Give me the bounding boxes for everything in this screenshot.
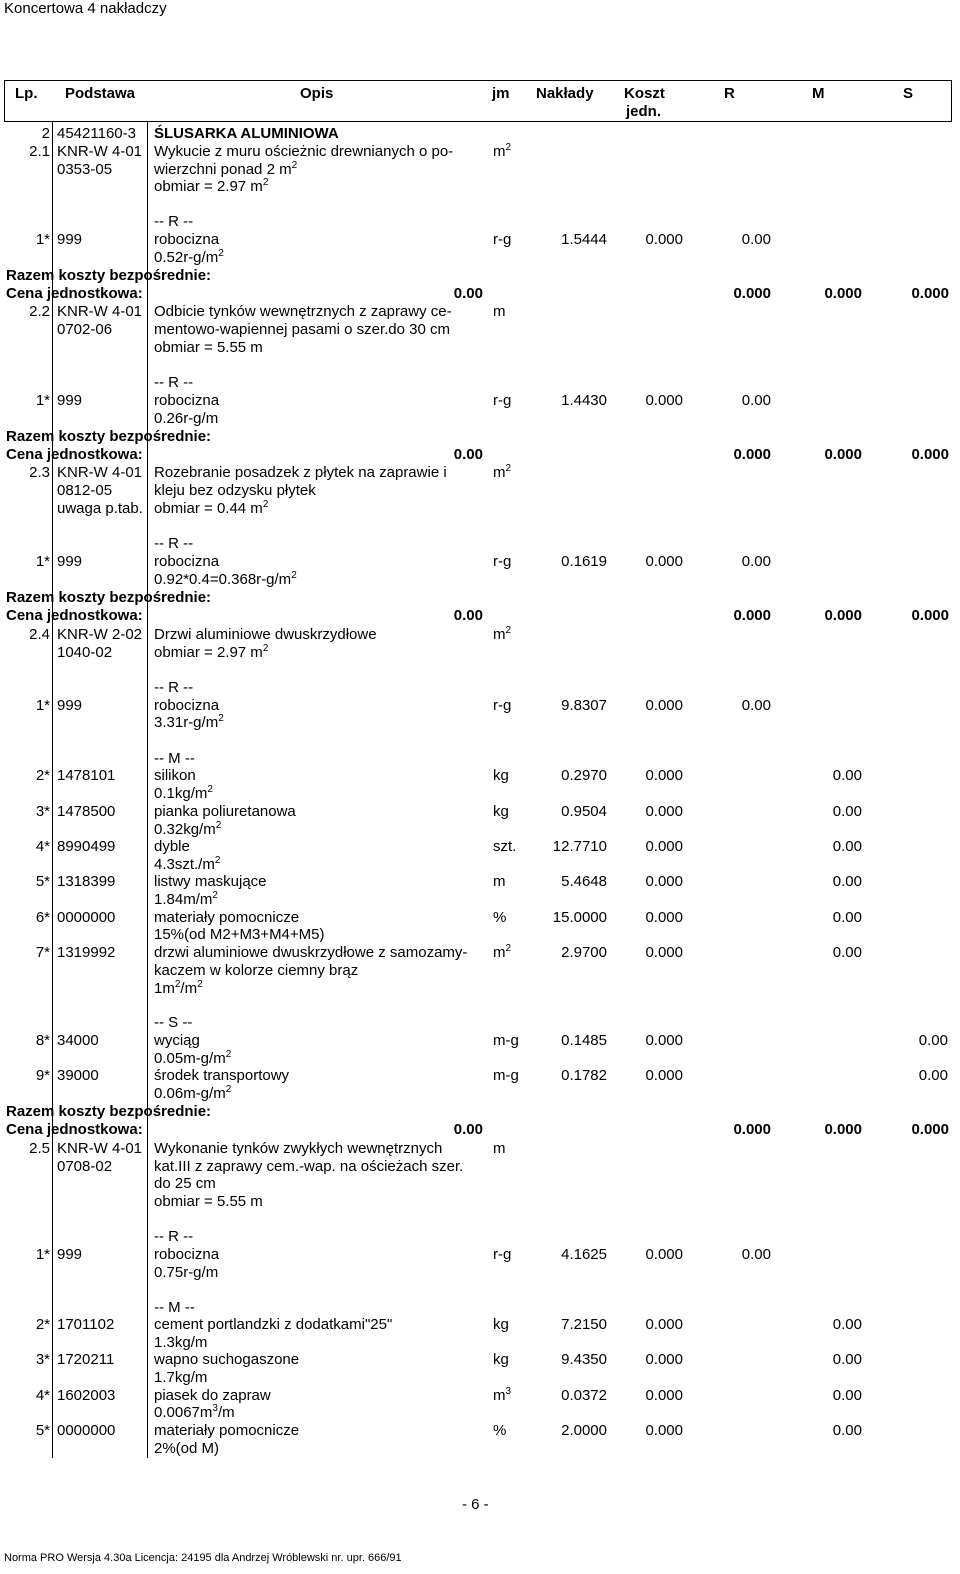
item-opis: kleju bez odzysku płytek bbox=[154, 482, 316, 499]
summary-label: Razem koszty bezpośrednie: bbox=[6, 267, 212, 284]
item-opis: 15%(od M2+M3+M4+M5) bbox=[154, 926, 325, 943]
item-koszt-jedn: 0.000 bbox=[645, 873, 683, 890]
item-opis: 1.7kg/m bbox=[154, 1369, 208, 1386]
item-opis: Drzwi aluminiowe dwuskrzydłowe bbox=[154, 626, 377, 643]
item-koszt-jedn: 0.000 bbox=[645, 1351, 683, 1368]
item-opis: $1m^2/m^2$ bbox=[154, 979, 203, 997]
item-m: 0.00 bbox=[832, 1422, 862, 1439]
summary-label: Cena jednostkowa: bbox=[6, 607, 143, 624]
header-r: R bbox=[724, 85, 735, 102]
item-opis: $0.32kg/m^2$ bbox=[154, 820, 222, 838]
item-jm: $m^2$ bbox=[493, 142, 512, 160]
cena-r: 0.000 bbox=[733, 285, 771, 302]
item-lp: 8* bbox=[35, 1032, 50, 1049]
summary-label: Razem koszty bezpośrednie: bbox=[6, 428, 212, 445]
item-podstawa: 999 bbox=[57, 697, 83, 714]
item-lp: 9* bbox=[35, 1067, 50, 1084]
item-m: 0.00 bbox=[832, 838, 862, 855]
item-koszt-jedn: 0.000 bbox=[645, 1246, 683, 1263]
item-podstawa: KNR-W 2-02 bbox=[57, 626, 143, 643]
header-jedn: jedn. bbox=[626, 103, 662, 120]
item-opis: piasek do zapraw bbox=[154, 1387, 271, 1404]
cena-r: 0.000 bbox=[733, 607, 771, 624]
item-naklady: 2.9700 bbox=[561, 944, 607, 961]
item-r: 0.00 bbox=[741, 697, 771, 714]
header-m: M bbox=[812, 85, 825, 102]
item-podstawa: 8990499 bbox=[57, 838, 116, 855]
header-koszt: Koszt bbox=[624, 85, 665, 102]
item-jm: m bbox=[493, 303, 506, 320]
item-opis: listwy maskujące bbox=[154, 873, 267, 890]
item-lp: 2* bbox=[35, 1316, 50, 1333]
item-lp: 2.2 bbox=[29, 303, 50, 320]
item-naklady: 1.5444 bbox=[561, 231, 607, 248]
cena-r: 0.000 bbox=[733, 446, 771, 463]
item-opis: -- R -- bbox=[154, 374, 194, 391]
item-podstawa: 1478500 bbox=[57, 803, 116, 820]
item-lp: 3* bbox=[35, 1351, 50, 1368]
item-opis: środek transportowy bbox=[154, 1067, 290, 1084]
item-jm: r-g bbox=[493, 392, 512, 409]
cena-koszt: 0.00 bbox=[453, 446, 483, 463]
item-lp: 5* bbox=[35, 1422, 50, 1439]
item-naklady: 2.0000 bbox=[561, 1422, 607, 1439]
item-podstawa: 1318399 bbox=[57, 873, 116, 890]
item-jm: m-g bbox=[493, 1032, 519, 1049]
item-jm: kg bbox=[493, 767, 509, 784]
item-opis: -- R -- bbox=[154, 213, 194, 230]
item-lp: 2.4 bbox=[29, 626, 50, 643]
item-podstawa: 999 bbox=[57, 392, 83, 409]
item-naklady: 5.4648 bbox=[561, 873, 607, 890]
item-m: 0.00 bbox=[832, 1316, 862, 1333]
item-opis: cement portlandzki z dodatkami"25" bbox=[154, 1316, 393, 1333]
item-naklady: 0.1619 bbox=[561, 553, 607, 570]
item-lp: 2* bbox=[35, 767, 50, 784]
header-naklady: Nakłady bbox=[536, 85, 594, 102]
item-lp: 4* bbox=[35, 1387, 50, 1404]
item-opis: robocizna bbox=[154, 231, 220, 248]
item-opis: -- R -- bbox=[154, 679, 194, 696]
item-jm: $m^2$ bbox=[493, 463, 512, 481]
item-jm: m bbox=[493, 873, 506, 890]
item-opis: $0.05m-g/m^2$ bbox=[154, 1049, 232, 1067]
item-podstawa: 1040-02 bbox=[57, 644, 113, 661]
item-naklady: 4.1625 bbox=[561, 1246, 607, 1263]
item-opis: wapno suchogaszone bbox=[154, 1351, 300, 1368]
item-jm: szt. bbox=[493, 838, 517, 855]
item-r: 0.00 bbox=[741, 392, 771, 409]
item-opis: 0.26r-g/m bbox=[154, 410, 219, 427]
item-jm: r-g bbox=[493, 1246, 512, 1263]
item-opis: materiały pomocnicze bbox=[154, 1422, 300, 1439]
item-opis: Rozebranie posadzek z płytek na zaprawie i bbox=[154, 464, 447, 481]
item-podstawa: 1602003 bbox=[57, 1387, 116, 1404]
column-divider bbox=[52, 122, 53, 1458]
item-podstawa: 1720211 bbox=[57, 1351, 115, 1368]
item-opis: $3.31r-g/m^2$ bbox=[154, 713, 224, 731]
item-naklady: 0.2970 bbox=[561, 767, 607, 784]
item-podstawa: 0000000 bbox=[57, 909, 116, 926]
cena-m: 0.000 bbox=[824, 446, 862, 463]
item-koszt-jedn: 0.000 bbox=[645, 838, 683, 855]
cena-m: 0.000 bbox=[824, 285, 862, 302]
item-opis: -- S -- bbox=[154, 1014, 193, 1031]
cena-koszt: 0.00 bbox=[453, 607, 483, 624]
item-podstawa: KNR-W 4-01 bbox=[57, 303, 143, 320]
item-naklady: 0.1485 bbox=[561, 1032, 607, 1049]
item-s: 0.00 bbox=[918, 1032, 948, 1049]
item-podstawa: 39000 bbox=[57, 1067, 99, 1084]
item-lp: 2.3 bbox=[29, 464, 50, 481]
item-podstawa: KNR-W 4-01 bbox=[57, 143, 143, 160]
item-naklady: 0.0372 bbox=[561, 1387, 607, 1404]
item-koszt-jedn: 0.000 bbox=[645, 944, 683, 961]
header-podstawa: Podstawa bbox=[65, 85, 136, 102]
item-koszt-jedn: 0.000 bbox=[645, 697, 683, 714]
item-lp: 6* bbox=[35, 909, 50, 926]
item-naklady: 15.0000 bbox=[552, 909, 607, 926]
item-opis: silikon bbox=[154, 767, 196, 784]
item-podstawa: uwaga p.tab. bbox=[57, 500, 143, 517]
item-opis: mentowo-wapiennej pasami o szer.do 30 cm bbox=[154, 321, 450, 338]
item-opis: $4.3szt./m^2$ bbox=[154, 855, 221, 873]
item-lp: 1* bbox=[35, 392, 50, 409]
item-opis: 1.3kg/m bbox=[154, 1334, 208, 1351]
item-naklady: 0.1782 bbox=[561, 1067, 607, 1084]
item-opis: -- M -- bbox=[154, 750, 195, 767]
item-opis: 0.75r-g/m bbox=[154, 1264, 219, 1281]
item-opis: wyciąg bbox=[154, 1032, 200, 1049]
item-opis: -- R -- bbox=[154, 535, 194, 552]
item-lp: 2.1 bbox=[29, 143, 50, 160]
item-m: 0.00 bbox=[832, 767, 862, 784]
item-podstawa: 1478101 bbox=[57, 767, 116, 784]
item-lp: 5* bbox=[35, 873, 50, 890]
item-lp: 3* bbox=[35, 803, 50, 820]
summary-label: Cena jednostkowa: bbox=[6, 285, 143, 302]
footer-license: Norma PRO Wersja 4.30a Licencja: 24195 dla Andrzej Wróblewski nr. upr. 666/91 bbox=[4, 1552, 402, 1564]
item-opis: $0.1kg/m^2$ bbox=[154, 784, 213, 802]
item-jm: m bbox=[493, 1140, 506, 1157]
item-m: 0.00 bbox=[832, 1351, 862, 1368]
item-opis: 2%(od M) bbox=[154, 1440, 220, 1457]
summary-label: Razem koszty bezpośrednie: bbox=[6, 589, 212, 606]
item-koszt-jedn: 0.000 bbox=[645, 909, 683, 926]
document-title: Koncertowa 4 nakładczy bbox=[4, 0, 167, 17]
item-podstawa: 999 bbox=[57, 231, 83, 248]
item-opis: -- R -- bbox=[154, 1228, 194, 1245]
item-koszt-jedn: 0.000 bbox=[645, 392, 683, 409]
item-lp: 2.5 bbox=[29, 1140, 50, 1157]
item-m: 0.00 bbox=[832, 1387, 862, 1404]
item-jm: % bbox=[493, 909, 507, 926]
item-podstawa: 0000000 bbox=[57, 1422, 116, 1439]
item-jm: r-g bbox=[493, 697, 512, 714]
item-naklady: 0.9504 bbox=[561, 803, 607, 820]
item-podstawa: 0353-05 bbox=[57, 161, 113, 178]
item-s: 0.00 bbox=[918, 1067, 948, 1084]
item-jm: % bbox=[493, 1422, 507, 1439]
item-opis: materiały pomocnicze bbox=[154, 909, 300, 926]
item-opis: Wykucie z muru ościeżnic drewnianych o po- bbox=[154, 143, 454, 160]
item-opis: drzwi aluminiowe dwuskrzydłowe z samozamy- bbox=[154, 944, 468, 961]
item-lp: 2 bbox=[41, 125, 50, 142]
item-jm: kg bbox=[493, 1351, 509, 1368]
item-opis: obmiar = 2.97 $m^2$ bbox=[154, 177, 269, 195]
cena-s: 0.000 bbox=[911, 446, 949, 463]
item-r: 0.00 bbox=[741, 553, 771, 570]
item-m: 0.00 bbox=[832, 909, 862, 926]
item-opis: $1.84m/m^2$ bbox=[154, 890, 218, 908]
item-koszt-jedn: 0.000 bbox=[645, 1032, 683, 1049]
item-podstawa: KNR-W 4-01 bbox=[57, 1140, 143, 1157]
item-naklady: 7.2150 bbox=[561, 1316, 607, 1333]
item-jm: r-g bbox=[493, 231, 512, 248]
item-opis: kaczem w kolorze ciemny brąz bbox=[154, 962, 359, 979]
item-opis: $0.06m-g/m^2$ bbox=[154, 1084, 232, 1102]
item-podstawa: 45421160-3 bbox=[57, 125, 136, 142]
summary-label: Cena jednostkowa: bbox=[6, 446, 143, 463]
column-divider bbox=[147, 122, 148, 1458]
item-opis: $0.52r-g/m^2$ bbox=[154, 248, 224, 266]
item-opis: obmiar = 5.55 m bbox=[154, 1193, 263, 1210]
item-podstawa: KNR-W 4-01 bbox=[57, 464, 143, 481]
item-opis: -- M -- bbox=[154, 1299, 195, 1316]
cena-m: 0.000 bbox=[824, 1121, 862, 1138]
cena-m: 0.000 bbox=[824, 607, 862, 624]
item-opis: $0.92*0.4=0.368r-g/m^2$ bbox=[154, 570, 297, 588]
header-jm: jm bbox=[492, 85, 510, 102]
item-r: 0.00 bbox=[741, 231, 771, 248]
item-m: 0.00 bbox=[832, 944, 862, 961]
cena-r: 0.000 bbox=[733, 1121, 771, 1138]
item-opis: $0.0067m^3/m$ bbox=[154, 1403, 235, 1421]
item-naklady: 9.4350 bbox=[561, 1351, 607, 1368]
item-lp: 1* bbox=[35, 553, 50, 570]
item-jm: kg bbox=[493, 803, 509, 820]
item-podstawa: 0708-02 bbox=[57, 1158, 113, 1175]
item-jm: kg bbox=[493, 1316, 509, 1333]
item-jm: $m^2$ bbox=[493, 943, 512, 961]
item-opis: obmiar = 0.44 $m^2$ bbox=[154, 499, 269, 517]
item-opis: do 25 cm bbox=[154, 1175, 216, 1192]
cena-s: 0.000 bbox=[911, 285, 949, 302]
item-podstawa: 0812-05 bbox=[57, 482, 113, 499]
table-header bbox=[4, 80, 952, 122]
cena-s: 0.000 bbox=[911, 607, 949, 624]
item-koszt-jedn: 0.000 bbox=[645, 1387, 683, 1404]
item-opis: robocizna bbox=[154, 392, 220, 409]
item-koszt-jedn: 0.000 bbox=[645, 767, 683, 784]
header-opis: Opis bbox=[300, 85, 334, 102]
item-r: 0.00 bbox=[741, 1246, 771, 1263]
item-lp: 1* bbox=[35, 231, 50, 248]
item-podstawa: 999 bbox=[57, 553, 83, 570]
item-lp: 7* bbox=[35, 944, 50, 961]
summary-label: Cena jednostkowa: bbox=[6, 1121, 143, 1138]
item-opis: robocizna bbox=[154, 553, 220, 570]
item-podstawa: 0702-06 bbox=[57, 321, 113, 338]
item-podstawa: 999 bbox=[57, 1246, 83, 1263]
item-podstawa: 1701102 bbox=[57, 1316, 115, 1333]
item-koszt-jedn: 0.000 bbox=[645, 1422, 683, 1439]
item-opis: obmiar = 5.55 m bbox=[154, 339, 263, 356]
item-opis: dyble bbox=[154, 838, 190, 855]
item-koszt-jedn: 0.000 bbox=[645, 231, 683, 248]
item-m: 0.00 bbox=[832, 873, 862, 890]
item-lp: 4* bbox=[35, 838, 50, 855]
item-opis: robocizna bbox=[154, 697, 220, 714]
item-podstawa: 1319992 bbox=[57, 944, 116, 961]
cena-koszt: 0.00 bbox=[453, 1121, 483, 1138]
item-jm: $m^2$ bbox=[493, 625, 512, 643]
item-lp: 1* bbox=[35, 697, 50, 714]
page-number: - 6 - bbox=[462, 1496, 489, 1513]
header-s: S bbox=[903, 85, 914, 102]
item-naklady: 1.4430 bbox=[561, 392, 607, 409]
item-jm: m-g bbox=[493, 1067, 519, 1084]
item-opis: kat.III z zaprawy cem.-wap. na ościeżach szer. bbox=[154, 1158, 464, 1175]
item-koszt-jedn: 0.000 bbox=[645, 553, 683, 570]
item-podstawa: 34000 bbox=[57, 1032, 99, 1049]
cena-koszt: 0.00 bbox=[453, 285, 483, 302]
item-jm: $m^3$ bbox=[493, 1386, 512, 1404]
item-koszt-jedn: 0.000 bbox=[645, 1067, 683, 1084]
item-koszt-jedn: 0.000 bbox=[645, 803, 683, 820]
item-opis: robocizna bbox=[154, 1246, 220, 1263]
item-opis: Wykonanie tynków zwykłych wewnętrznych bbox=[154, 1140, 443, 1157]
item-opis: obmiar = 2.97 $m^2$ bbox=[154, 643, 269, 661]
item-opis: Odbicie tynków wewnętrznych z zaprawy ce- bbox=[154, 303, 452, 320]
item-naklady: 9.8307 bbox=[561, 697, 607, 714]
item-jm: r-g bbox=[493, 553, 512, 570]
item-m: 0.00 bbox=[832, 803, 862, 820]
summary-label: Razem koszty bezpośrednie: bbox=[6, 1103, 212, 1120]
item-opis: wierzchni ponad 2 $m^2$ bbox=[154, 160, 298, 178]
item-opis: ŚLUSARKA ALUMINIOWA bbox=[154, 125, 339, 142]
item-opis: pianka poliuretanowa bbox=[154, 803, 296, 820]
item-lp: 1* bbox=[35, 1246, 50, 1263]
item-koszt-jedn: 0.000 bbox=[645, 1316, 683, 1333]
header-lp: Lp. bbox=[15, 85, 38, 102]
item-naklady: 12.7710 bbox=[552, 838, 607, 855]
cena-s: 0.000 bbox=[911, 1121, 949, 1138]
